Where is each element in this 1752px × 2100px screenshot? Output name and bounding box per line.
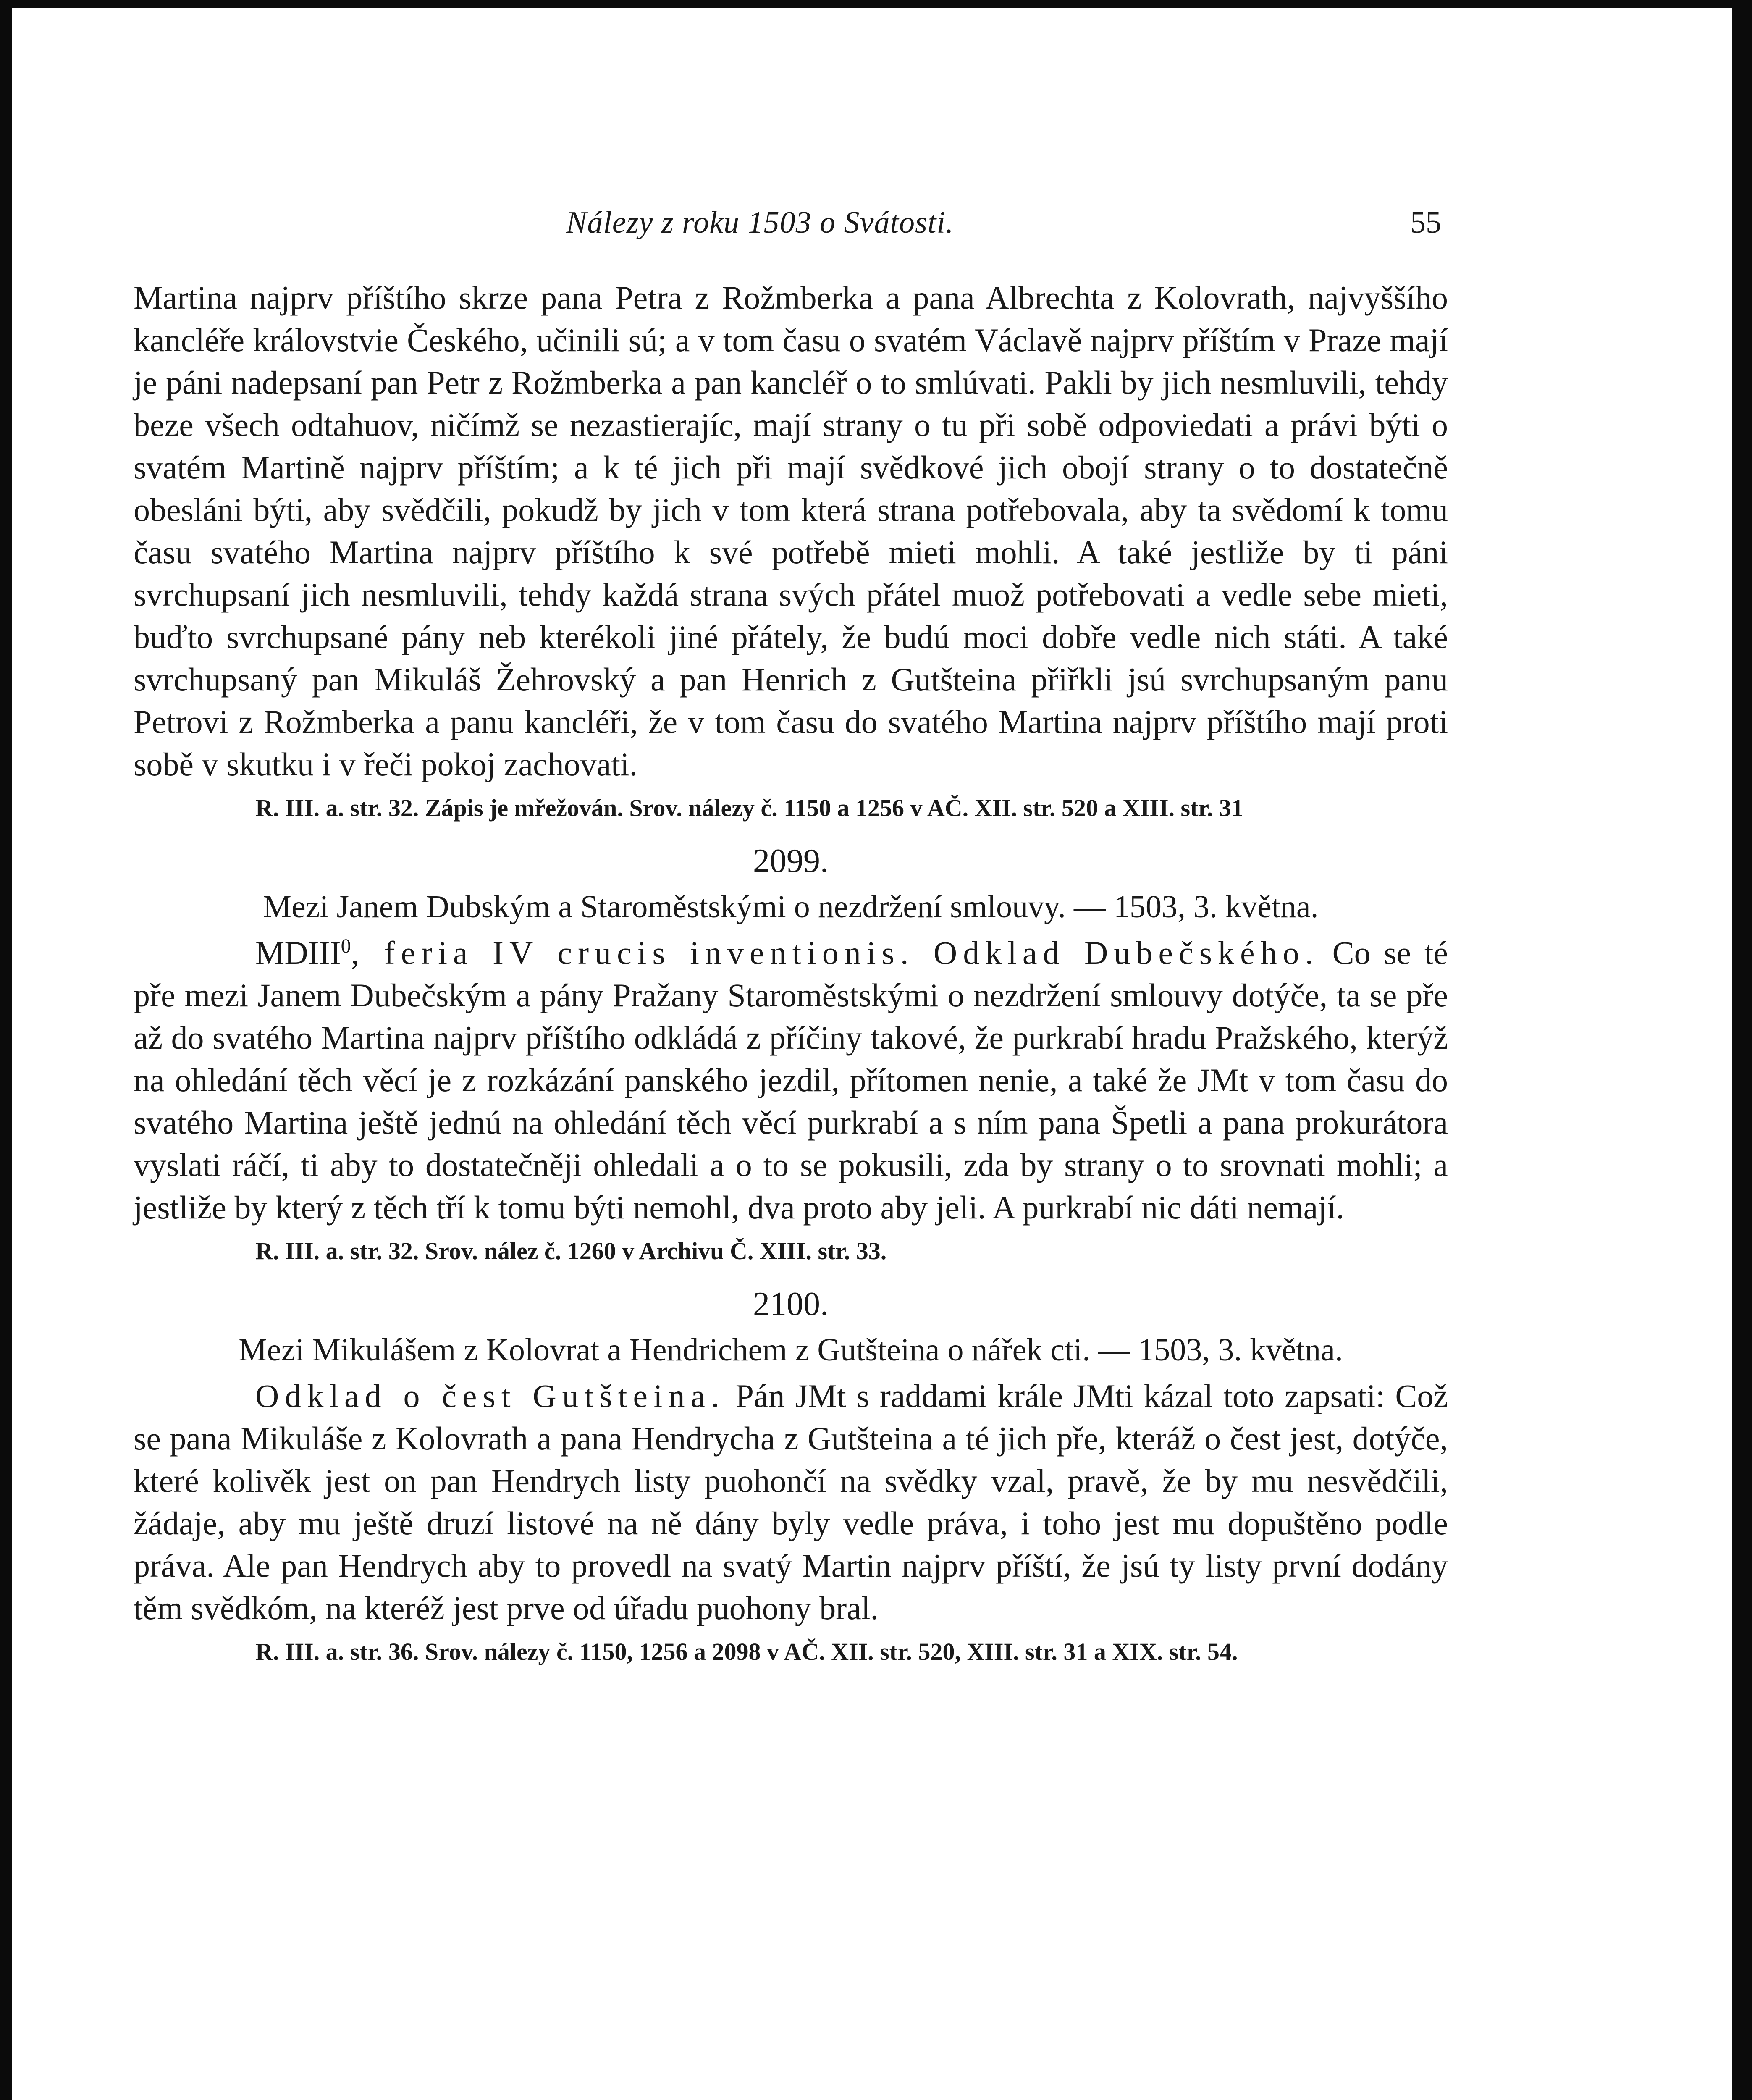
entry-text: Co se té pře mezi Janem Dubečským a pány Pražany Staroměstskými o nezdržení smlouvy dotýče, ta se pře až do svatého Martina najprv příštího odkládá z příčiny takové, že purkrabí hradu Pražského, kterýž na ohledání těch věcí je z rozkázání panského jezdil, přítomen nenie, a také že JMt v tom času do svatého Martina ještě jednú na ohledání těch věcí purkrabí a s ním pana Špetli a pana prokurátora vyslati ráčí, ti aby to dostatečněji ohledali a o to se pokusili, zda by strany o to srovnati mohli; a jestliže by který z těch tří k tomu býti nemohl, dva proto aby jeli. A purkrabí nic dáti nemají. [134, 934, 1448, 1226]
entry-number: 2099. [753, 843, 829, 879]
entry-date-lead: MDIII [255, 934, 341, 971]
entry-number: 2100. [753, 1286, 829, 1323]
entry-paragraph [134, 1375, 1448, 1629]
page-number: 55 [1410, 205, 1441, 240]
entry-date-superscript: 0 [341, 935, 351, 957]
page-header [12, 205, 1732, 255]
entry-text: Pán JMt s raddami krále JMti kázal toto zapsati: Což se pana Mikuláše z Kolovrath a pana Hendrycha z Gutšteina a té jich pře, kteráž o čest jest, dotýče, které kolivěk jest on pan Hendrych listy puohončí na svědky vzal, pravě, že by mu nesvědčili, žádaje, aby mu ještě druzí listové na ně dány byly vedle práva, i toho jest mu dopuštěno podle práva. Ale pan Hendrych aby to provedl na svatý Martin najprv příští, že jsú ty listy první dodány těm svědkóm, na kteréž jest prve od úřadu puohony bral. [134, 1378, 1448, 1626]
running-title: Nálezy z roku 1503 o Svátosti. [566, 205, 954, 240]
entry-reference: R. III. a. str. 36. Srov. nálezy č. 1150, 1256 a 2098 v AČ. XII. str. 520, XIII. str. 31 a XIX. str. 54. [255, 1638, 1238, 1665]
page-content [134, 276, 1448, 1669]
continuation-paragraph: Martina najprv příštího skrze pana Petra z Rožmberka a pana Albrechta z Kolovrath, najvyššího kancléře královstvie Českého, učinili sú; a v tom času o svatém Václavě najprv příštím v Praze mají je páni nadepsaní pan Petr z Rožmberka a pan kancléř o to smlúvati. Pakli by jich nesmluvili, tehdy beze všech odtahuov, ničímž se nezastierajíc, mají strany o tu při sobě odpoviedati a právi býti o svatém Martině najprv příštím; a k té jich při mají svědkové jich obojí strany o to dostatečně obesláni býti, aby svědčili, pokudž by jich v tom která strana potřebovala, aby ta svědomí k tomu času svatého Martina najprv příštího k své potřebě mieti mohli. A také jestliže by ti páni svrchupsaní jich nesmluvili, tehdy každá strana svých přátel muož potřebovati a vedle sebe mieti, buďto svrchupsané pány neb kterékoli jiné přátely, že budú moci dobře vedle nich státi. A také svrchupsaný pan Mikuláš Žehrovský a pan Henrich z Gutšteina přiřkli jsú svrchupsaným panu Petrovi z Rožmberka a panu kancléři, že v tom času do svatého Martina najprv příštího mají proti sobě v skutku i v řeči pokoj zachovati. [134, 279, 1448, 782]
entry-lead: , feria IV crucis inventionis. Odklad Dubečského. [351, 934, 1319, 971]
continuation-reference: R. III. a. str. 32. Zápis je mřežován. Srov. nálezy č. 1150 a 1256 v AČ. XII. str. 520 a XIII. str. 31 [255, 794, 1243, 822]
page [12, 8, 1732, 2100]
entry-lead: Odklad o čest Gutšteina. [255, 1378, 725, 1414]
entry-reference: R. III. a. str. 32. Srov. nález č. 1260 v Archivu Č. XIII. str. 33. [255, 1237, 887, 1265]
entry-paragraph [134, 932, 1448, 1228]
entry-heading: Mezi Mikulášem z Kolovrat a Hendrichem z Gutšteina o nářek cti. — 1503, 3. května. [239, 1332, 1343, 1368]
entry-heading: Mezi Janem Dubským a Staroměstskými o nezdržení smlouvy. — 1503, 3. května. [263, 889, 1319, 924]
